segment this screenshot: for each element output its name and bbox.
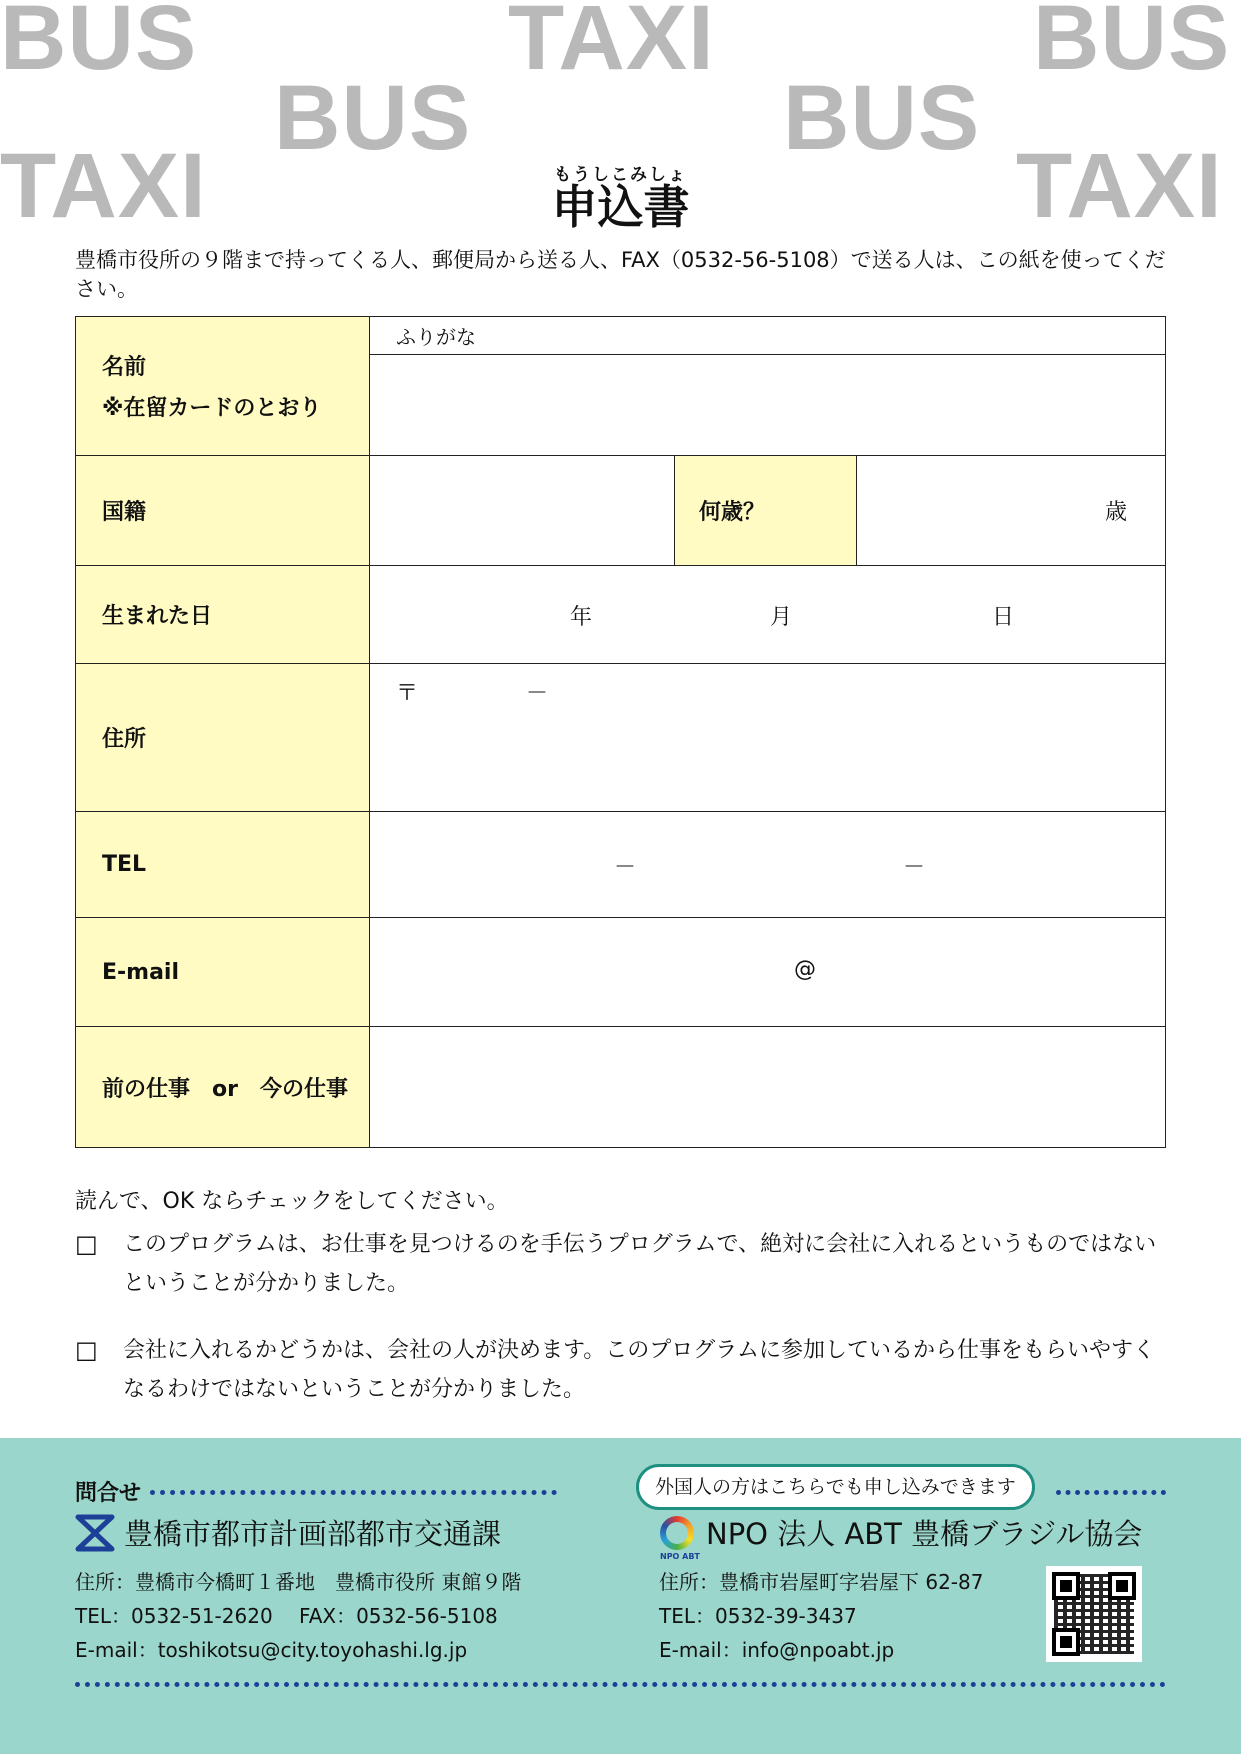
background-word: TAXI bbox=[508, 0, 715, 89]
logo-caption: NPO ABT bbox=[660, 1552, 700, 1561]
birthday-label: 生まれた日 bbox=[76, 566, 370, 664]
background-word: BUS bbox=[0, 0, 198, 89]
name-note: ※在留カードのとおり bbox=[102, 396, 322, 421]
check-item bbox=[75, 1331, 1175, 1409]
title-block bbox=[0, 160, 1241, 234]
left-org-name: 豊橋市都市計画部都市交通課 bbox=[124, 1517, 502, 1551]
background-word: BUS bbox=[1033, 0, 1231, 89]
check-item bbox=[75, 1225, 1175, 1303]
tel-dash: － bbox=[614, 854, 637, 880]
furigana-field[interactable] bbox=[370, 317, 1166, 355]
email-field[interactable] bbox=[370, 918, 1166, 1027]
foreigner-notice-pill: 外国人の方はこちらでも申し込みできます bbox=[636, 1464, 1035, 1510]
checks-heading: 読んで、OK ならチェックをしてください。 bbox=[75, 1189, 509, 1214]
job-label: 前の仕事 or 今の仕事 bbox=[76, 1027, 370, 1148]
address-label: 住所 bbox=[76, 664, 370, 812]
postal-dash: － bbox=[526, 681, 549, 706]
birthday-field[interactable] bbox=[370, 566, 1166, 664]
day-unit: 日 bbox=[992, 604, 1015, 630]
name-label: 名前 bbox=[102, 355, 147, 380]
contact-heading: 問合せ bbox=[75, 1481, 142, 1506]
furigana-label: ふりがな bbox=[396, 325, 476, 349]
dotted-divider bbox=[150, 1490, 557, 1495]
right-email[interactable]: E-mail：info@npoabt.jp bbox=[659, 1638, 895, 1662]
left-email[interactable]: E-mail：toshikotsu@city.toyohashi.lg.jp bbox=[75, 1638, 468, 1662]
age-unit: 歳 bbox=[1105, 500, 1128, 525]
checkbox[interactable]: □ bbox=[75, 1230, 98, 1258]
tel-dash: － bbox=[903, 854, 926, 880]
qr-code-icon[interactable] bbox=[1046, 1566, 1142, 1662]
address-field[interactable] bbox=[370, 664, 1166, 812]
left-address: 住所：豊橋市今橋町１番地 豊橋市役所 東館９階 bbox=[75, 1570, 522, 1594]
nationality-field[interactable] bbox=[370, 456, 675, 566]
dotted-divider bbox=[1056, 1490, 1166, 1495]
contact-footer bbox=[0, 1438, 1241, 1754]
background-word: BUS bbox=[783, 67, 981, 169]
nationality-label: 国籍 bbox=[76, 456, 370, 566]
dotted-divider bbox=[75, 1682, 1166, 1687]
month-unit: 月 bbox=[770, 604, 793, 630]
left-tel-fax: TEL：0532-51-2620 FAX：0532-56-5108 bbox=[75, 1604, 498, 1628]
background-word: BUS bbox=[274, 67, 472, 169]
right-address: 住所：豊橋市岩屋町字岩屋下 62-87 bbox=[659, 1570, 984, 1594]
email-label: E-mail bbox=[76, 918, 370, 1027]
name-field[interactable] bbox=[370, 355, 1166, 456]
year-unit: 年 bbox=[570, 604, 593, 630]
email-at-sign: @ bbox=[794, 957, 816, 982]
tel-field[interactable] bbox=[370, 812, 1166, 918]
tel-label: TEL bbox=[76, 812, 370, 918]
check-text: このプログラムは、お仕事を見つけるのを手伝うプログラムで、絶対に会社に入れるというものではないということが分かりました。 bbox=[123, 1232, 1157, 1296]
title-ruby: もうしこみしょ bbox=[554, 165, 687, 185]
npo-abt-logo-icon bbox=[660, 1516, 694, 1550]
page-title: 申込書 bbox=[551, 180, 690, 234]
background-word: TAXI bbox=[1016, 135, 1223, 237]
job-field[interactable] bbox=[370, 1027, 1166, 1148]
check-text: 会社に入れるかどうかは、会社の人が決めます。このプログラムに参加しているから仕事をもらいやすくなるわけではないということが分かりました。 bbox=[123, 1338, 1156, 1402]
age-label: 何歳？ bbox=[675, 456, 857, 566]
right-org-name: NPO 法人 ABT 豊橋ブラジル協会 bbox=[706, 1517, 1143, 1551]
postal-mark: 〒 bbox=[396, 681, 419, 706]
application-form bbox=[75, 316, 1166, 1148]
age-field[interactable] bbox=[857, 456, 1166, 566]
background-word: TAXI bbox=[0, 135, 207, 237]
right-tel: TEL：0532-39-3437 bbox=[659, 1604, 857, 1628]
intro-text: 豊橋市役所の９階まで持ってくる人、郵便局から送る人、FAX（0532-56-5108）で送る人は、この紙を使ってください。 bbox=[75, 248, 1166, 301]
name-label-cell bbox=[76, 317, 370, 456]
toyohashi-city-emblem-icon bbox=[75, 1514, 115, 1552]
checkbox[interactable]: □ bbox=[75, 1336, 98, 1364]
